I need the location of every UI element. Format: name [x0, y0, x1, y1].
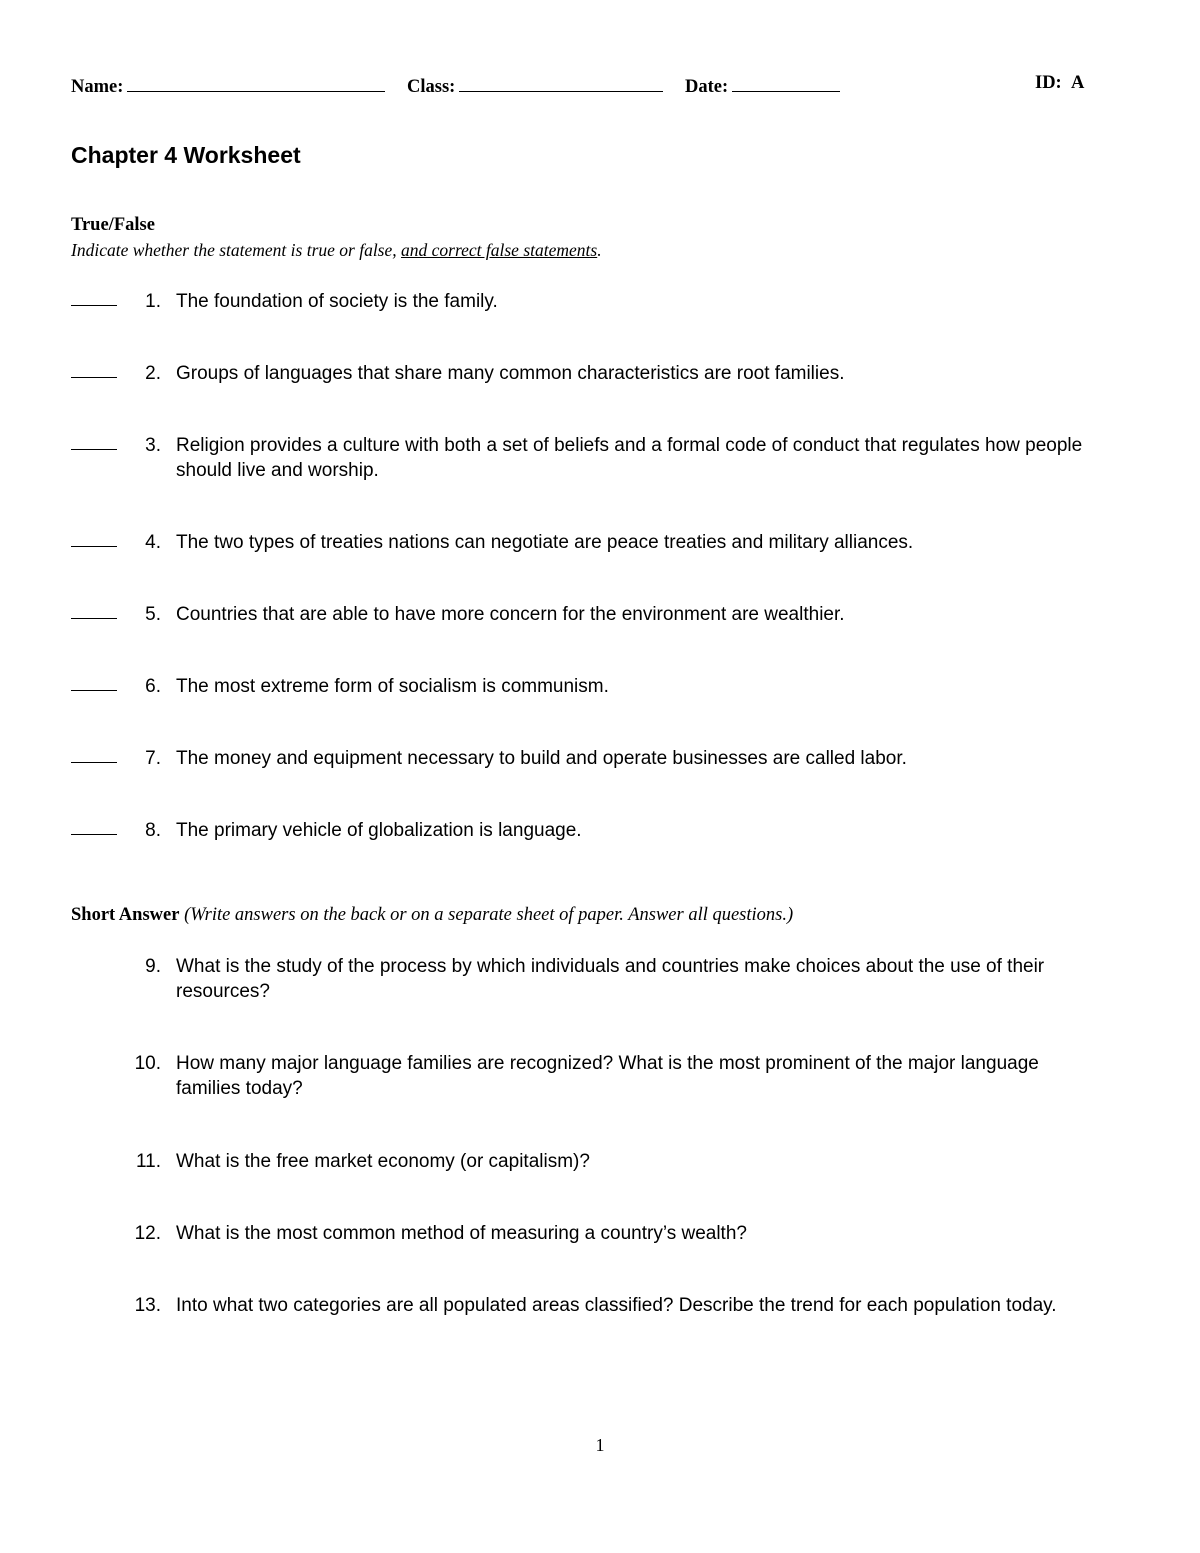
page-number: 1 [595, 1435, 605, 1455]
short-answer-heading [71, 905, 793, 926]
short-answer-title: Short Answer [71, 905, 180, 925]
id-value: A [1070, 73, 1085, 93]
question-number: 5. [145, 604, 161, 625]
name-label: Name: [71, 77, 124, 97]
question-number: 12. [134, 1223, 161, 1244]
question-text: What is the most common method of measuring a country’s wealth? [176, 1223, 747, 1244]
question-number: 6. [145, 676, 161, 697]
question-text: Into what two categories are all populated areas classified? Describe the trend for each population today. [176, 1295, 1057, 1316]
question-number: 3. [145, 435, 161, 456]
question-number: 4. [145, 532, 161, 553]
answer-blank[interactable] [71, 433, 117, 450]
page-title: Chapter 4 Worksheet [71, 142, 301, 168]
worksheet-header [71, 73, 1093, 99]
question-number: 13. [134, 1295, 161, 1316]
short-answer-note: (Write answers on the back or on a separate sheet of paper. Answer all questions.) [184, 905, 794, 925]
class-blank[interactable] [459, 73, 663, 92]
question-number: 9. [145, 956, 161, 977]
answer-blank[interactable] [71, 602, 117, 619]
question-text: The most extreme form of socialism is communism. [176, 676, 609, 697]
instructions-end: . [597, 240, 602, 260]
id-label: ID: [1035, 73, 1062, 93]
question-number: 10. [134, 1053, 161, 1074]
question-text: Countries that are able to have more concern for the environment are wealthier. [176, 604, 845, 625]
answer-blank[interactable] [71, 746, 117, 763]
name-blank[interactable] [127, 73, 385, 92]
true-false-instructions [71, 240, 602, 261]
answer-blank[interactable] [71, 361, 117, 378]
class-label: Class: [407, 77, 456, 97]
date-label: Date: [685, 77, 729, 97]
question-text: Religion provides a culture with both a set of beliefs and a formal code of conduct that regulates how people should live and worship. [176, 435, 1083, 481]
question-text: Groups of languages that share many common characteristics are root families. [176, 363, 845, 384]
name-field[interactable] [71, 73, 385, 98]
question-text: How many major language families are recognized? What is the most prominent of the major language families today? [176, 1053, 1039, 1099]
question-number: 11. [135, 1151, 161, 1172]
answer-blank[interactable] [71, 289, 117, 306]
answer-blank[interactable] [71, 530, 117, 547]
question-text: What is the free market economy (or capitalism)? [176, 1151, 590, 1172]
id-field [1035, 73, 1084, 94]
question-text: What is the study of the process by which individuals and countries make choices about the use of their resources? [176, 956, 1045, 1002]
date-blank[interactable] [732, 73, 840, 92]
instructions-underlined: and correct false statements [401, 240, 598, 260]
answer-blank[interactable] [71, 674, 117, 691]
true-false-heading: True/False [71, 215, 155, 235]
question-number: 8. [145, 820, 161, 841]
instructions-text: Indicate whether the statement is true or false, [71, 240, 402, 260]
answer-blank[interactable] [71, 818, 117, 835]
question-number: 1. [145, 291, 161, 312]
question-text: The primary vehicle of globalization is language. [176, 820, 582, 841]
question-text: The foundation of society is the family. [176, 291, 498, 312]
question-text: The two types of treaties nations can negotiate are peace treaties and military alliances. [176, 532, 914, 553]
question-number: 2. [145, 363, 161, 384]
date-field[interactable] [685, 73, 840, 98]
class-field[interactable] [407, 73, 663, 98]
question-text: The money and equipment necessary to build and operate businesses are called labor. [176, 748, 907, 769]
question-number: 7. [145, 748, 161, 769]
